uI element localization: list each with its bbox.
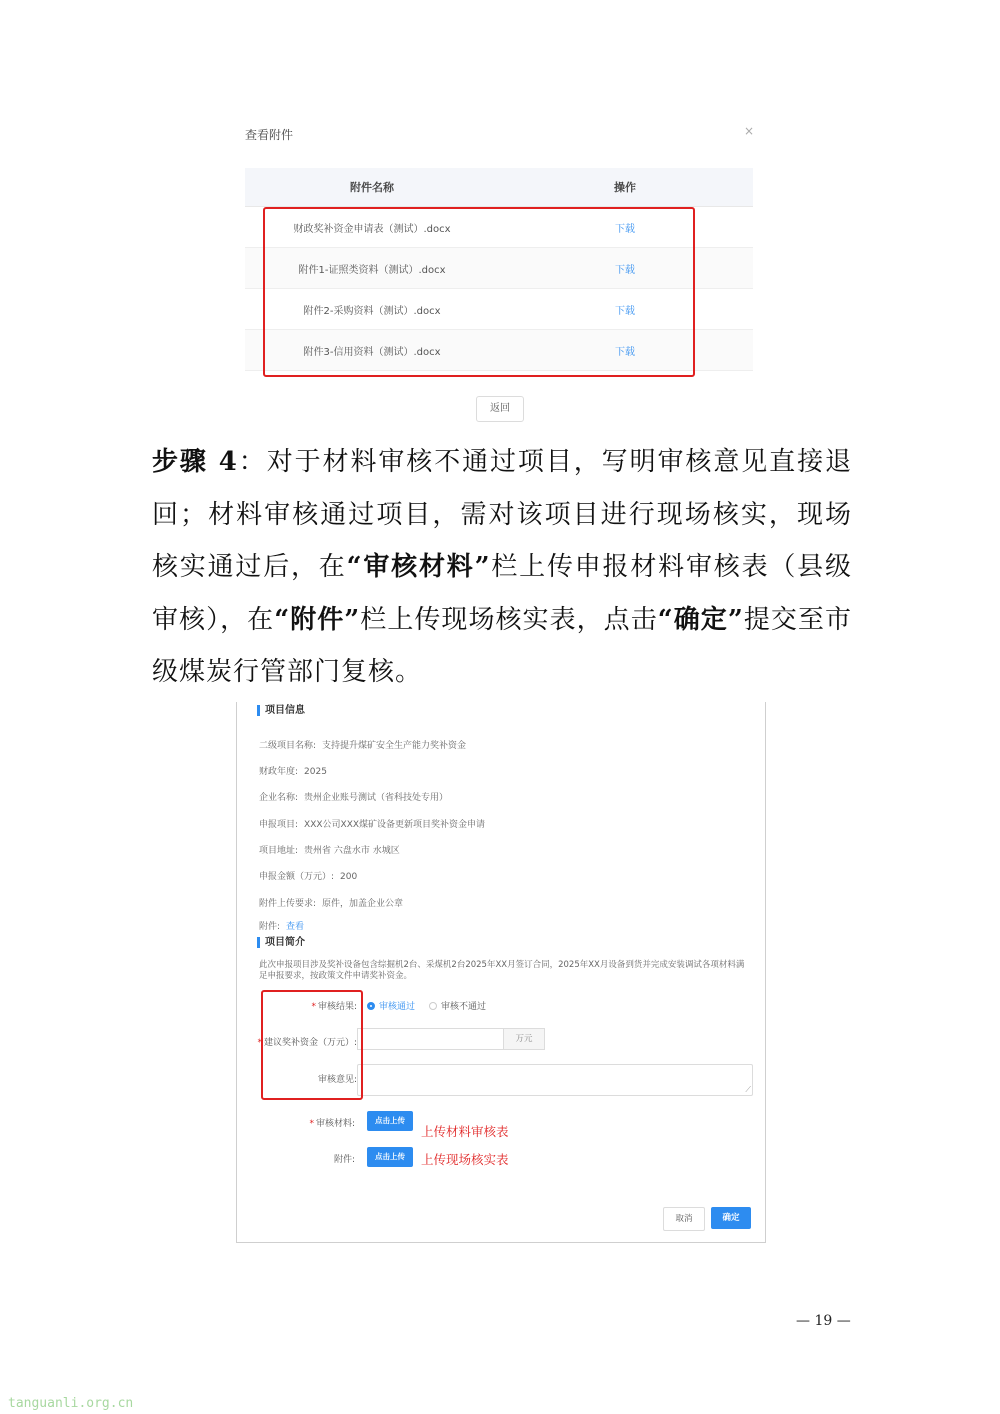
info-row (259, 764, 327, 777)
info-value: XXX公司XXX煤矿设备更新项目奖补资金申请 (304, 820, 486, 830)
info-value: 贵州企业账号测试（省科技处专用） (304, 793, 449, 803)
info-label: 附件上传要求: (259, 899, 317, 909)
suggest-amount-input[interactable] (357, 1028, 503, 1050)
step-paragraph (152, 436, 852, 699)
cancel-button[interactable]: 取消 (663, 1207, 705, 1231)
download-link[interactable]: 下载 (615, 347, 635, 358)
info-row (259, 790, 448, 803)
audit-result-label: * 审核结果: (311, 1002, 357, 1012)
column-header-name: 附件名称 (350, 181, 394, 194)
attachment-name: 附件1-证照类资料（测试）.docx (298, 265, 446, 276)
info-row (259, 817, 485, 830)
attachment-name: 附件3-信用资料（测试）.docx (303, 347, 441, 358)
unit-addon: 万元 (503, 1028, 545, 1050)
info-row (259, 869, 357, 882)
page-number: — 19 — (796, 1313, 851, 1329)
download-link[interactable]: 下载 (615, 265, 635, 276)
radio-fail[interactable] (429, 999, 486, 1012)
opinion-textarea[interactable] (357, 1064, 753, 1096)
info-row (259, 896, 403, 909)
annotation-material: 上传材料审核表 (421, 1124, 509, 1139)
info-label: 申报金额（万元）: (259, 872, 335, 882)
section-title-project-intro: 项目简介 (257, 937, 305, 948)
info-row (259, 843, 400, 856)
opinion-label: 审核意见: (317, 1075, 357, 1085)
info-row (259, 919, 304, 932)
info-value: 2025 (304, 767, 327, 777)
info-label: 申报项目: (259, 820, 299, 830)
attachments-dialog (236, 110, 766, 430)
table-header (245, 168, 753, 207)
section-title-project-info: 项目信息 (257, 705, 305, 716)
info-label: 财政年度: (259, 767, 299, 777)
info-label: 企业名称: (259, 793, 299, 803)
radio-pass[interactable] (367, 999, 415, 1012)
paragraph-text: ：对于材料审核不通过项目，写明审核意见直接退回；材料审核通过项目，需对该项目进行现场核实，现场核实通过后，在 (152, 447, 852, 582)
view-attachment-link[interactable]: 查看 (286, 922, 305, 932)
dialog-title: 查看附件 (245, 128, 294, 142)
annotation-attachment: 上传现场核实表 (421, 1152, 509, 1167)
confirm-button[interactable]: 确定 (711, 1207, 751, 1229)
paragraph-text: 提交至市级煤炭行管部门复核。 (152, 604, 852, 687)
suggest-amount-label: * 建议奖补资金（万元）: (257, 1038, 357, 1048)
download-link[interactable]: 下载 (615, 224, 635, 235)
highlight-box (263, 207, 695, 377)
radio-checked-icon (367, 1002, 375, 1010)
info-row (259, 738, 466, 751)
attachment-name: 附件2-采购资料（测试）.docx (303, 306, 441, 317)
radio-pass-label: 审核通过 (379, 1002, 416, 1012)
watermark: tanguanli.org.cn (8, 1396, 134, 1411)
highlight-box (261, 990, 363, 1100)
info-label: 项目地址: (259, 846, 299, 856)
column-header-action: 操作 (614, 181, 636, 194)
upload-material-button[interactable]: 点击上传 (367, 1111, 413, 1131)
radio-fail-label: 审核不通过 (441, 1002, 487, 1012)
radio-unchecked-icon (429, 1002, 437, 1010)
info-label: 附件: (259, 922, 281, 932)
info-value: 支持提升煤矿安全生产能力奖补资金 (322, 741, 467, 751)
info-label: 二级项目名称: (259, 741, 317, 751)
info-value: 贵州省 六盘水市 水城区 (304, 846, 400, 856)
intro-text: 此次申报项目涉及奖补设备包含综掘机2台、采煤机2台2025年XX月签订合同，2025年XX月设备到货并完成安装调试各项材料满足申报要求，按政策文件申请奖补资金。 (259, 960, 745, 981)
emphasis-attachment: “附件” (274, 604, 361, 635)
close-icon[interactable]: × (743, 124, 754, 138)
paragraph-text: 栏上传现场核实表，点击 (360, 604, 658, 635)
step-label: 步骤 4 (152, 447, 238, 477)
back-button[interactable]: 返回 (476, 396, 524, 422)
upload-attachment-button[interactable]: 点击上传 (367, 1147, 413, 1167)
attachment-name: 财政奖补资金申请表（测试）.docx (293, 224, 451, 235)
info-value: 200 (340, 872, 358, 882)
emphasis-audit-material: “审核材料” (346, 552, 491, 582)
emphasis-confirm: “确定” (657, 604, 744, 635)
audit-material-label: * 审核材料: (309, 1119, 355, 1129)
download-link[interactable]: 下载 (615, 306, 635, 317)
paragraph-text: 栏上传申报材料审核表（县级审核），在 (152, 552, 852, 635)
review-form (236, 702, 766, 1243)
resize-grip-icon[interactable]: ⟋ (745, 1085, 751, 1094)
info-value: 原件，加盖企业公章 (322, 899, 404, 909)
attachment-label: 附件: (333, 1155, 355, 1165)
